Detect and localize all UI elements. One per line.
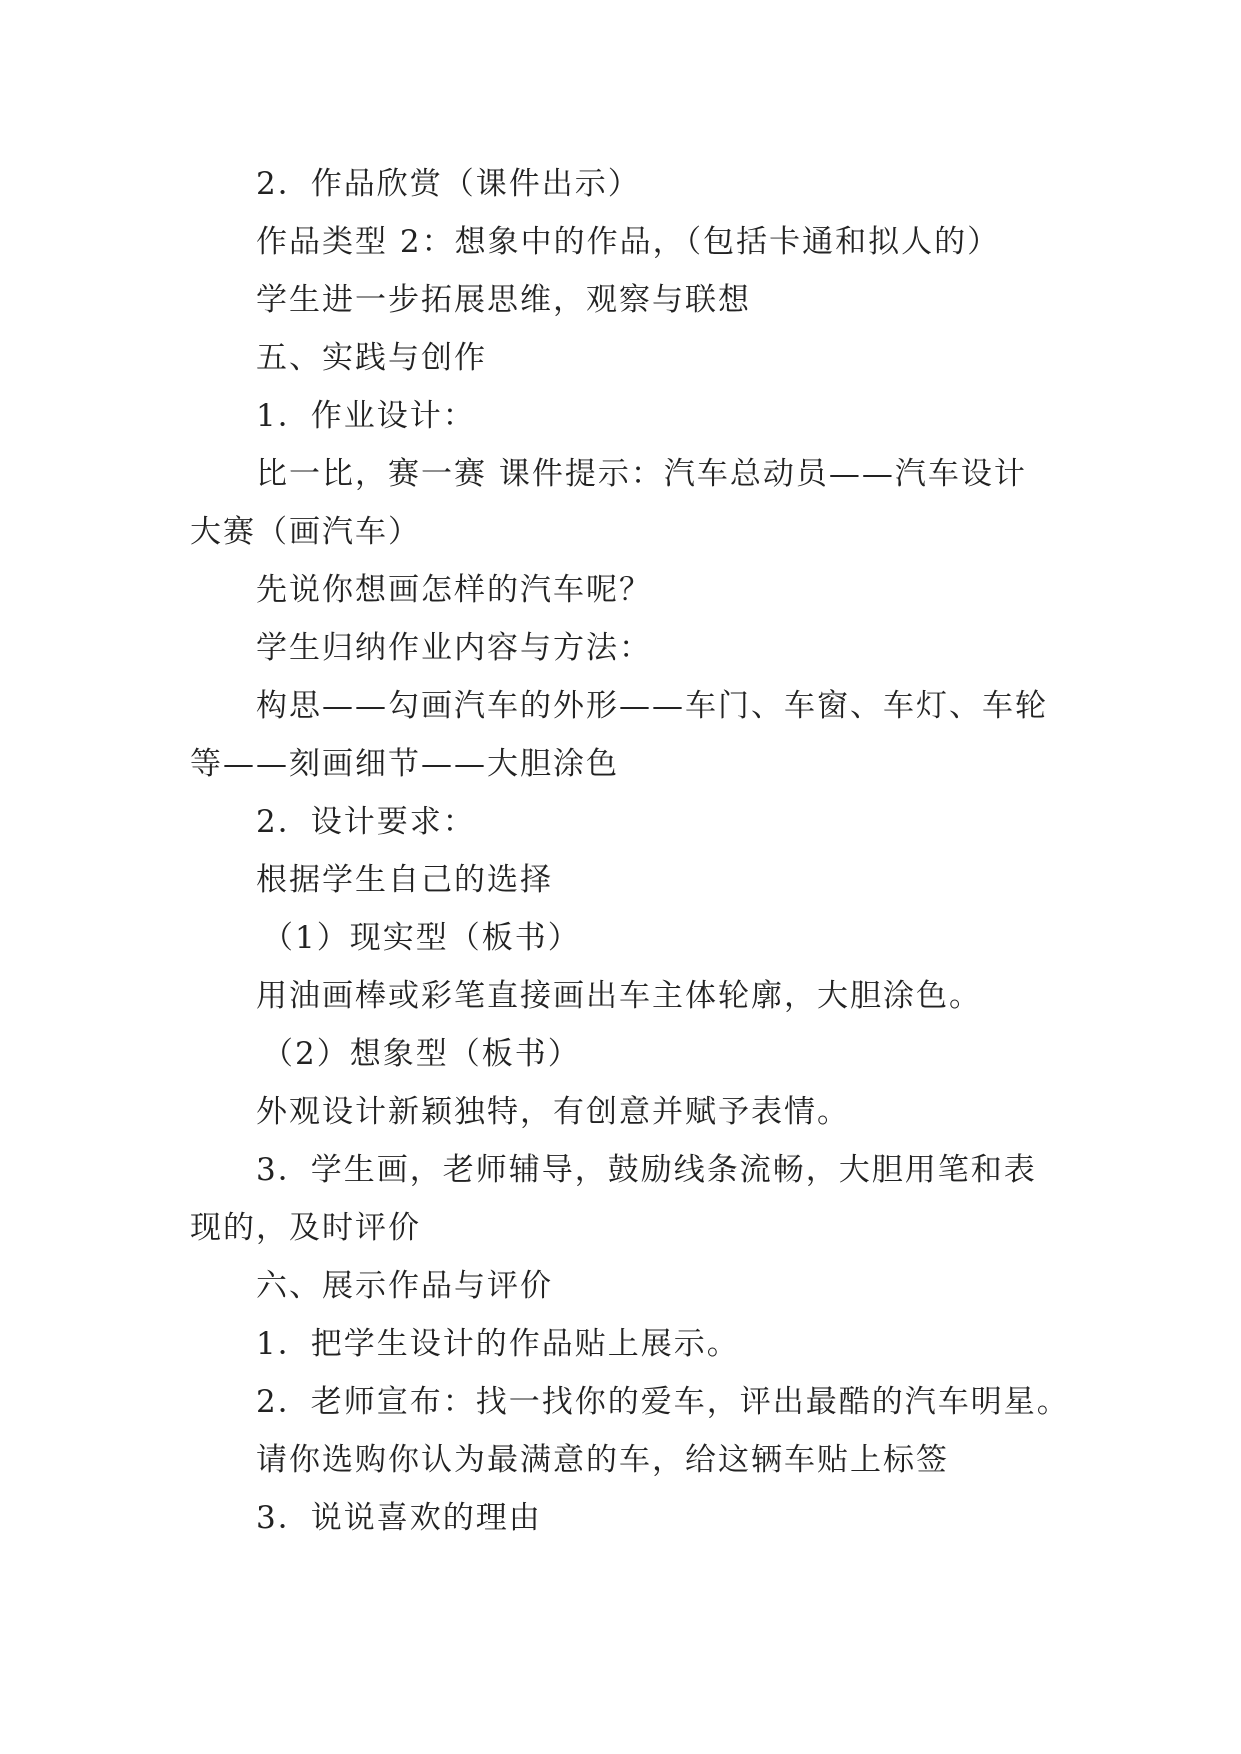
text-line: 2．作品欣赏（课件出示） — [256, 166, 641, 202]
text-line: 大赛（画汽车） — [190, 514, 421, 550]
text-line: 现的，及时评价 — [190, 1210, 421, 1246]
text-line: 3．学生画，老师辅导，鼓励线条流畅，大胆用笔和表 — [256, 1152, 1037, 1188]
text-line: （2）想象型（板书） — [262, 1036, 581, 1072]
text-line: 先说你想画怎样的汽车呢？ — [256, 572, 652, 608]
text-line: 3．说说喜欢的理由 — [256, 1500, 542, 1536]
text-line: 2．设计要求： — [256, 804, 476, 840]
text-line: 构思——勾画汽车的外形——车门、车窗、车灯、车轮 — [256, 688, 1048, 724]
text-line: 1．作业设计： — [256, 398, 476, 434]
text-line: 请你选购你认为最满意的车，给这辆车贴上标签 — [256, 1442, 949, 1478]
text-line: 1．把学生设计的作品贴上展示。 — [256, 1326, 740, 1362]
text-line: 学生归纳作业内容与方法： — [256, 630, 652, 666]
text-line: 作品类型 2：想象中的作品，（包括卡通和拟人的） — [256, 224, 1001, 260]
text-line: 等——刻画细节——大胆涂色 — [190, 746, 619, 782]
text-line: 比一比，赛一赛 课件提示：汽车总动员——汽车设计 — [256, 456, 1027, 492]
text-line: 用油画棒或彩笔直接画出车主体轮廓，大胆涂色。 — [256, 978, 982, 1014]
text-line: （1）现实型（板书） — [262, 920, 581, 956]
text-line: 根据学生自己的选择 — [256, 862, 553, 898]
text-line: 2．老师宣布：找一找你的爱车，评出最酷的汽车明星。 — [256, 1384, 1070, 1420]
section-heading: 六、展示作品与评价 — [256, 1268, 553, 1304]
section-heading: 五、实践与创作 — [256, 340, 487, 376]
text-line: 外观设计新颖独特，有创意并赋予表情。 — [256, 1094, 850, 1130]
text-line: 学生进一步拓展思维，观察与联想 — [256, 282, 751, 318]
